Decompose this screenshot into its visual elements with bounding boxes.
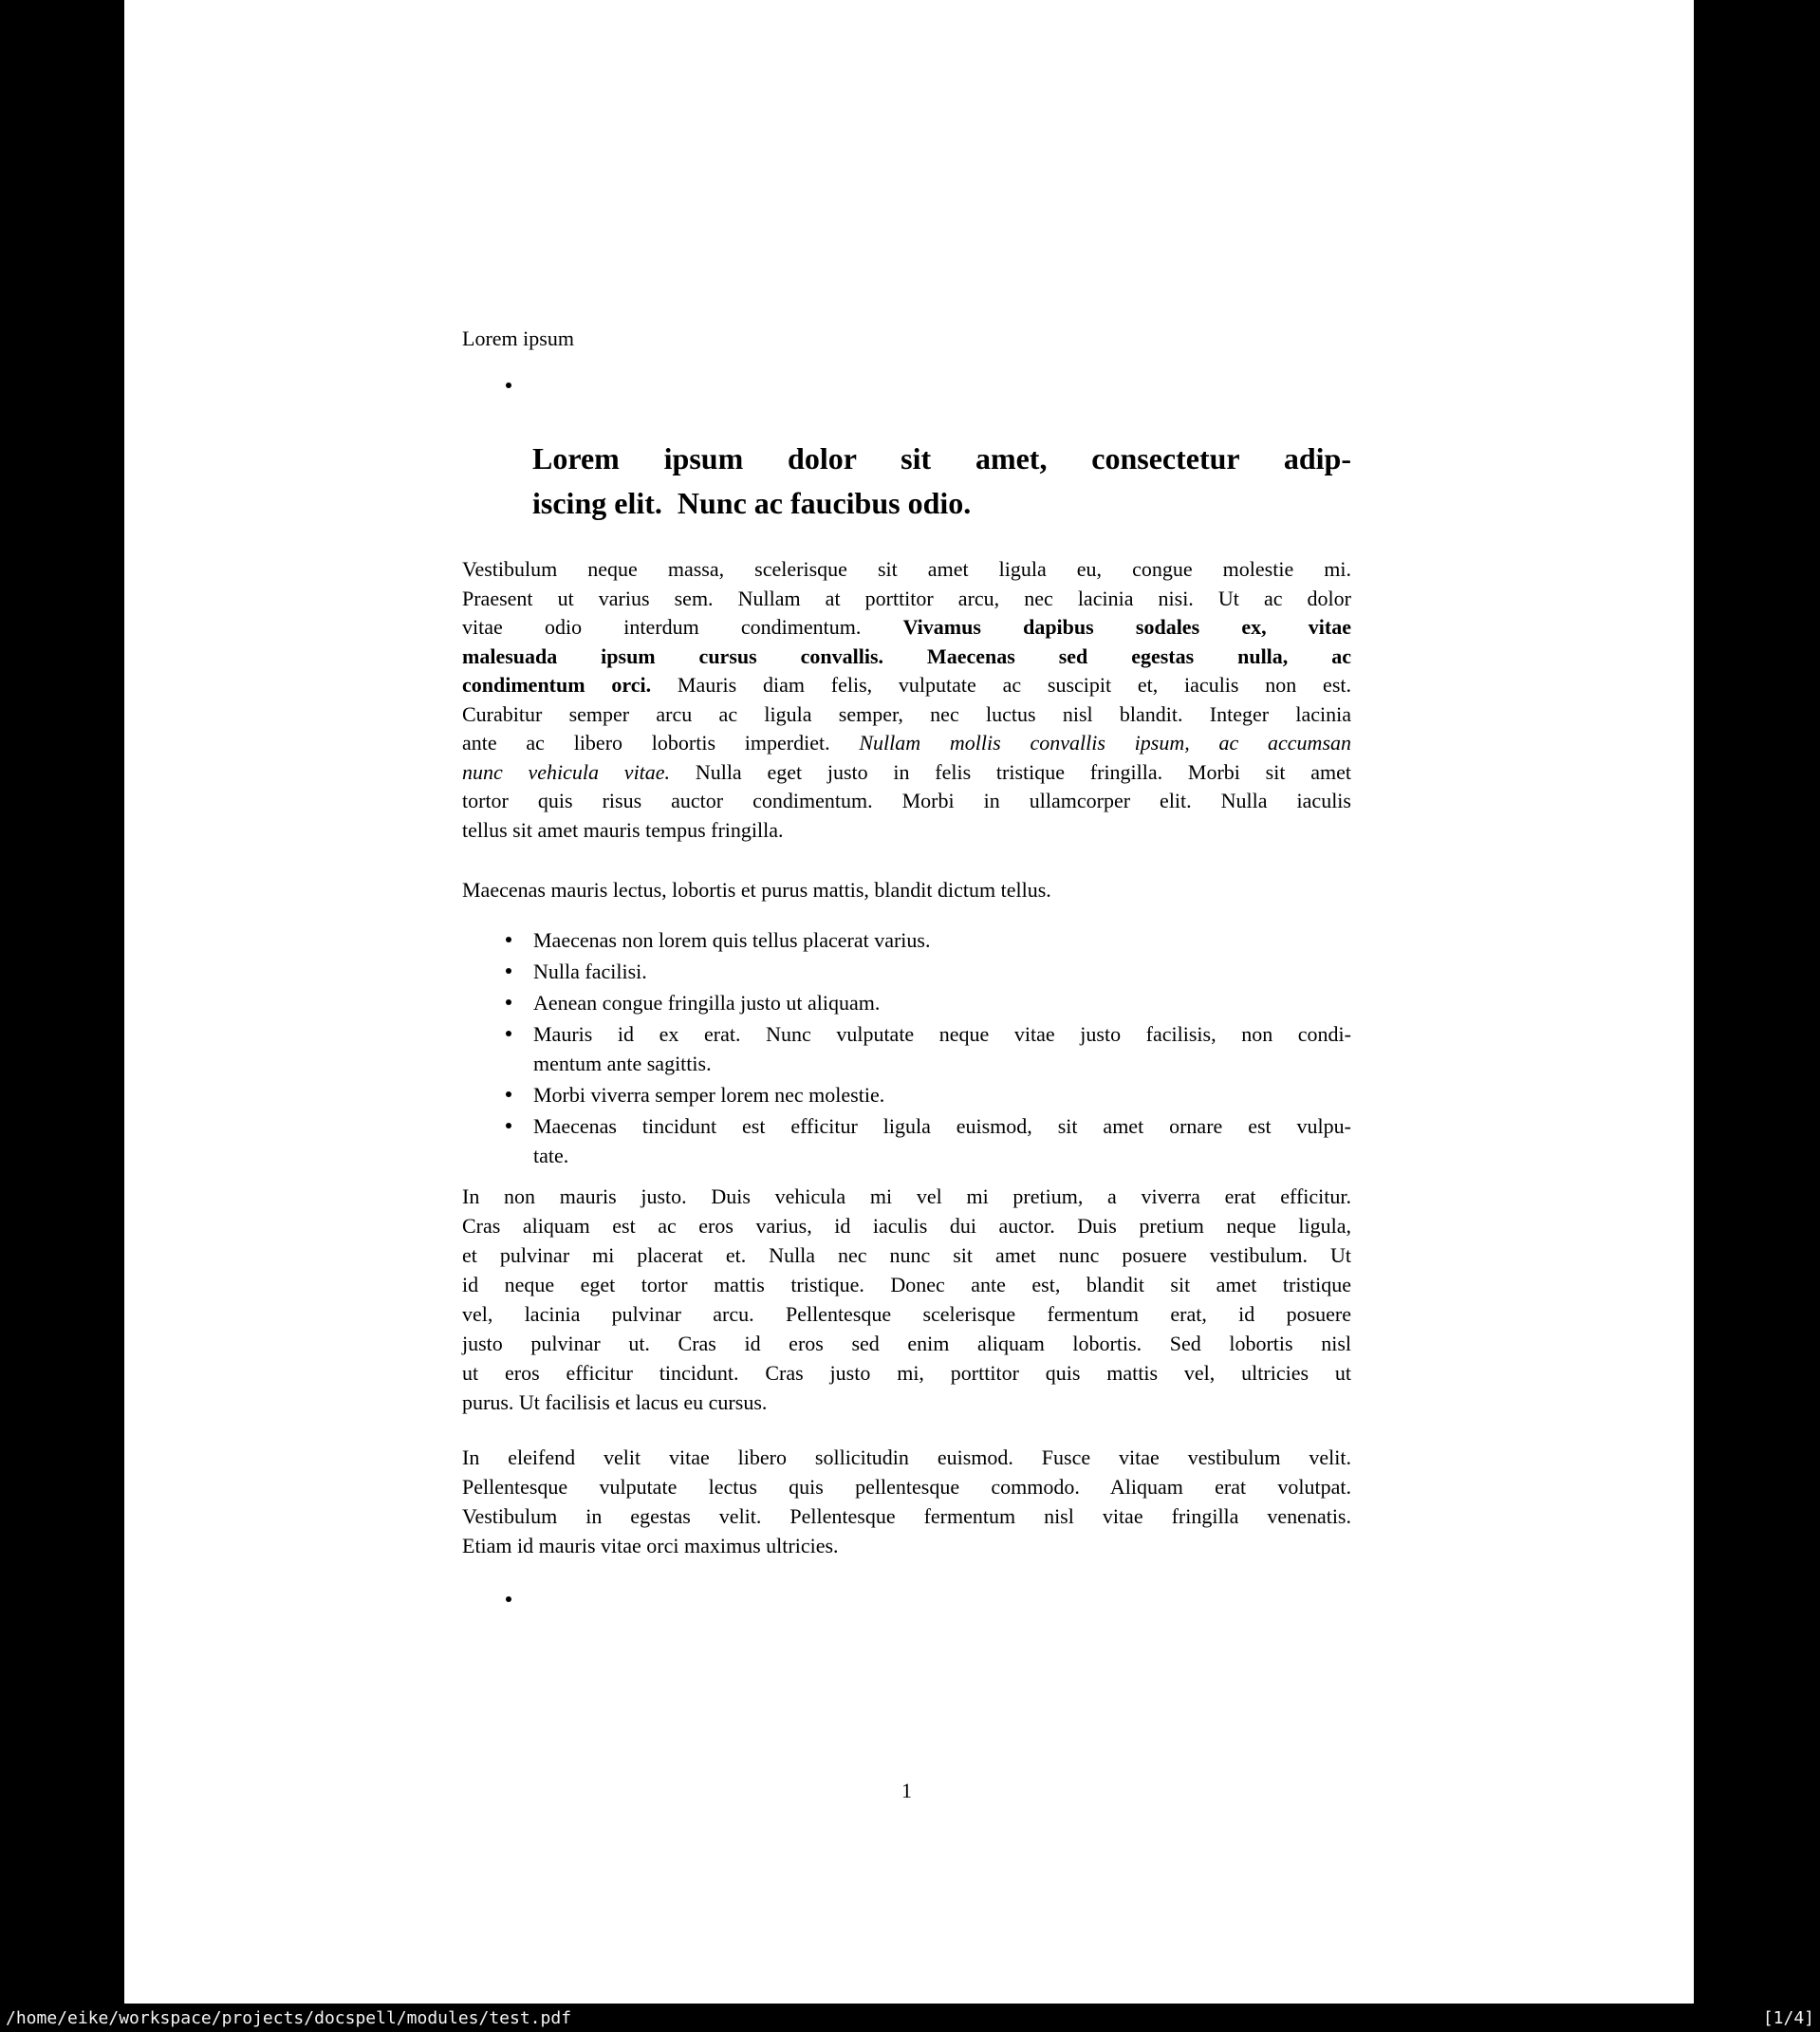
text-line: vel, lacinia pulvinar arcu. Pellentesque scelerisque fermentum erat, id posuere (462, 1302, 1351, 1326)
text-line: Vestibulum neque massa, scelerisque sit amet ligula eu, congue molestie mi. (462, 557, 1351, 581)
text-line: Nulla facilisi. (533, 960, 647, 983)
statusbar (0, 2004, 1820, 2032)
list-item (533, 988, 1351, 1017)
text-line: Praesent ut varius sem. Nullam at porttitor arcu, nec lacinia nisi. Ut ac dolor (462, 586, 1351, 610)
text-line: Aenean congue fringilla justo ut aliquam. (533, 991, 881, 1015)
text-line: condimentum orci. Mauris diam felis, vulputate ac suscipit et, iaculis non est. (462, 673, 1351, 697)
text-line: justo pulvinar ut. Cras id eros sed enim aliquam lobortis. Sed lobortis nisl (462, 1332, 1351, 1355)
page-number (462, 1777, 1351, 1806)
text-line: Maecenas tincidunt est efficitur ligula euismod, sit amet ornare est vulpu- (533, 1114, 1351, 1138)
paragraph-3 (462, 1182, 1351, 1417)
bullet-list (533, 925, 1351, 1172)
text-line: In eleifend velit vitae libero sollicitudin euismod. Fusce vitae vestibulum velit. (462, 1445, 1351, 1469)
text-line: tortor quis risus auctor condimentum. Morbi in ullamcorper elit. Nulla iaculis (462, 789, 1351, 812)
list-item (533, 1111, 1351, 1170)
intro-line (462, 325, 1351, 354)
text-line: Cras aliquam est ac eros varius, id iaculis dui auctor. Duis pretium neque ligula, (462, 1214, 1351, 1238)
list-item (533, 1080, 1351, 1109)
text-line: Curabitur semper arcu ac ligula semper, nec luctus nisl blandit. Integer lacinia (462, 701, 1351, 726)
paragraph-2 (462, 876, 1351, 905)
text-line: nunc vehicula vitae. Nulla eget justo in felis tristique fringilla. Morbi sit amet (462, 759, 1351, 784)
text-line: malesuada ipsum cursus convallis. Maecenas sed egestas nulla, ac (462, 643, 1351, 668)
text-line: Maecenas non lorem quis tellus placerat varius. (533, 928, 931, 952)
text-line: vitae odio interdum condimentum. Vivamus dapibus sodales ex, vitae (462, 615, 1351, 639)
text-line: Lorem ipsum (462, 326, 574, 350)
list-item (533, 1019, 1351, 1078)
section-heading (532, 437, 1351, 526)
text-line: Vestibulum in egestas velit. Pellentesque fermentum nisl vitae fringilla venenatis. (462, 1504, 1351, 1528)
text-line: Mauris id ex erat. Nunc vulputate neque vitae justo facilisis, non condi- (533, 1022, 1351, 1046)
text-line: 1 (901, 1779, 912, 1802)
text-line: purus. Ut facilisis et lacus eu cursus. (462, 1390, 768, 1414)
list-item (533, 957, 1351, 986)
statusbar-page-indicator: [1/4] (1762, 2007, 1814, 2028)
text-line: tate. (533, 1144, 569, 1167)
text-line: et pulvinar mi placerat et. Nulla nec nunc sit amet nunc posuere vestibulum. Ut (462, 1243, 1351, 1267)
text-line: mentum ante sagittis. (533, 1052, 712, 1075)
text-line: Etiam id mauris vitae orci maximus ultricies. (462, 1534, 839, 1557)
empty-bullet-top (506, 382, 511, 388)
text-line: Lorem ipsum dolor sit amet, consectetur adip- (532, 441, 1351, 475)
paragraph-1 (462, 555, 1351, 845)
text-line: Maecenas mauris lectus, lobortis et purus mattis, blandit dictum tellus. (462, 878, 1051, 902)
statusbar-file-path: /home/eike/workspace/projects/docspell/modules/test.pdf (6, 2007, 572, 2028)
pdf-page[interactable] (124, 0, 1694, 2004)
text-line: iscing elit. Nunc ac faucibus odio. (532, 486, 972, 520)
paragraph-4 (462, 1443, 1351, 1560)
text-line: Morbi viverra semper lorem nec molestie. (533, 1083, 885, 1107)
text-line: Pellentesque vulputate lectus quis pellentesque commodo. Aliquam erat volutpat. (462, 1475, 1351, 1499)
text-line: id neque eget tortor mattis tristique. Donec ante est, blandit sit amet tristique (462, 1273, 1351, 1296)
text-line: tellus sit amet mauris tempus fringilla. (462, 817, 784, 842)
text-line: ut eros efficitur tincidunt. Cras justo mi, porttitor quis mattis vel, ultricies ut (462, 1361, 1351, 1385)
list-item (533, 925, 1351, 955)
text-line: In non mauris justo. Duis vehicula mi vel mi pretium, a viverra erat efficitur. (462, 1184, 1351, 1208)
empty-bullet-bottom (506, 1596, 511, 1602)
text-line: ante ac libero lobortis imperdiet. Nullam mollis convallis ipsum, ac accumsan (462, 731, 1351, 755)
